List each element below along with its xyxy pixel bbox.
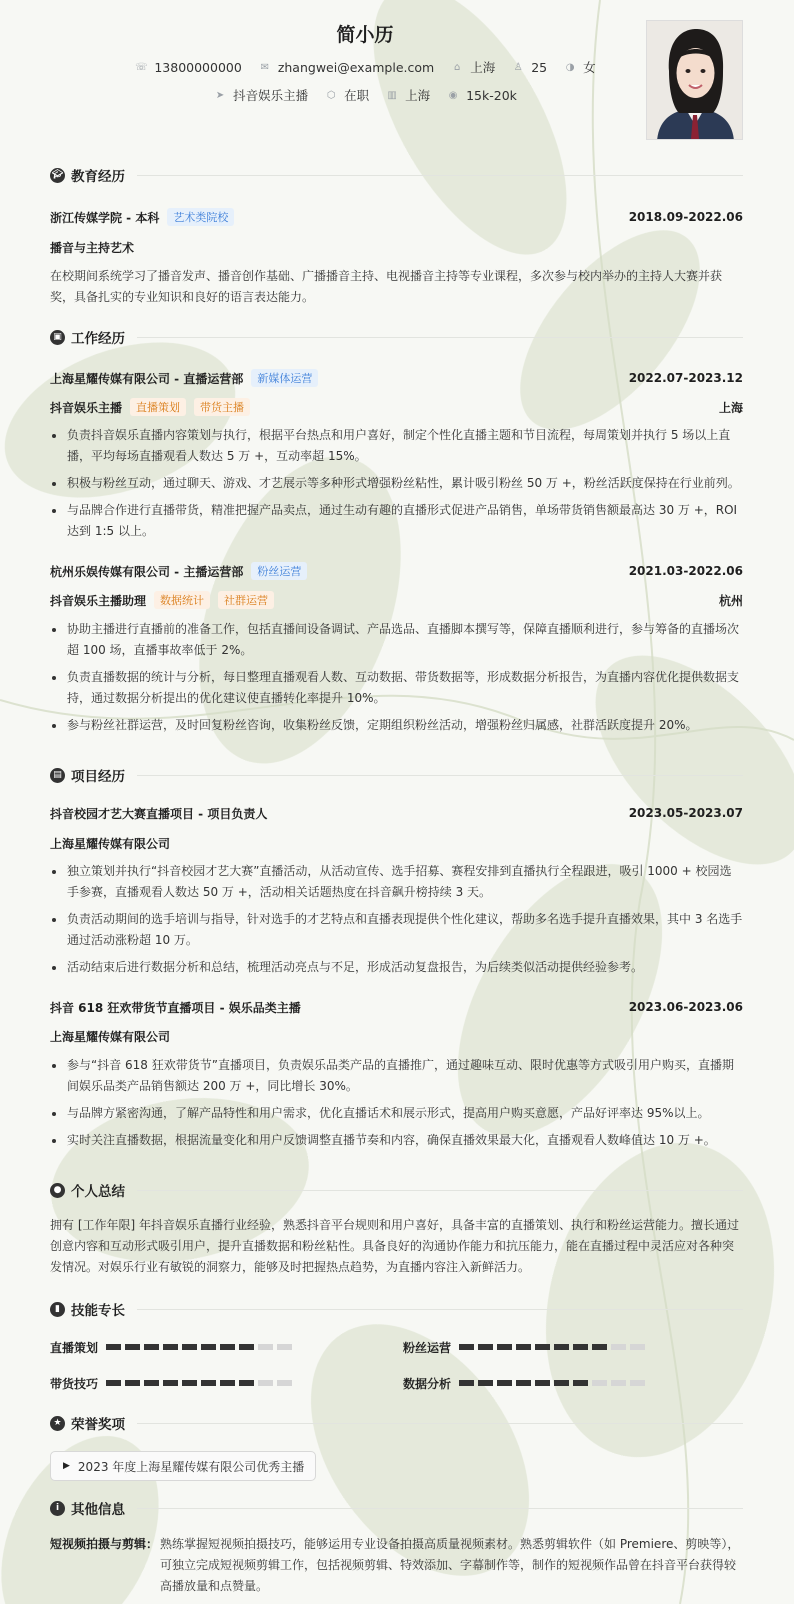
building-icon: ▥ <box>387 89 397 101</box>
bullet-item: 参与“抖音 618 狂欢带货节”直播项目，负责娱乐品类产品的直播推广，通过趣味互动、限时优惠等方式吸引用户购买，直播期间娱乐品类产品销售额达 200 万 +，同比增长 30%。 <box>50 1055 743 1097</box>
skill-item <box>403 1373 649 1393</box>
bullet-item: 实时关注直播数据，根据流量变化和用户反馈调整直播节奏和内容，确保直播效果最大化，直播观看人数峰值达 10 万 +。 <box>50 1130 743 1151</box>
gender-icon: ◑ <box>565 61 575 73</box>
school-tag: 艺术类院校 <box>167 208 234 226</box>
info-icon: i <box>50 1501 65 1516</box>
job-item <box>213 86 308 104</box>
skill-name: 粉丝运营 <box>403 1340 452 1355</box>
section-divider <box>137 1508 743 1509</box>
skill-level-segment <box>535 1344 550 1350</box>
work-1-bullets <box>50 425 743 548</box>
email-text: zhangwei@example.com <box>277 59 435 75</box>
skill-level-segment <box>573 1380 588 1386</box>
projects-heading: 项目经历 <box>71 769 125 785</box>
skill-level-segment <box>106 1344 121 1350</box>
graduation-cap-icon: 🎓︎ <box>50 168 65 183</box>
skill-level-segment <box>554 1344 569 1350</box>
work-1-role-tag: 直播策划 <box>130 398 186 416</box>
skill-level-segment <box>125 1380 140 1386</box>
skill-level-segment <box>144 1344 159 1350</box>
job-intent-row <box>0 86 730 104</box>
skill-level-segment <box>258 1380 273 1386</box>
project-1-org-row <box>50 833 743 853</box>
bullet-item: 协助主播进行直播前的准备工作，包括直播间设备调试、产品选品、直播脚本撰写等，保障直播顺利进行，参与筹备的直播场次超 100 场，直播事故率低于 2%。 <box>50 619 743 661</box>
phone-icon: ☏ <box>135 61 148 73</box>
school-name: 浙江传媒学院 - 本科 <box>50 210 160 225</box>
work-2-company: 杭州乐娱传媒有限公司 - 主播运营部 <box>50 564 244 579</box>
skill-item <box>403 1337 649 1357</box>
bullet-item: 负责活动期间的选手培训与指导，针对选手的才艺特点和直播表现提供个性化建议，帮助多名选手提升直播效果，其中 3 名选手通过活动涨粉超 10 万。 <box>50 909 743 951</box>
bullet-item: 积极与粉丝互动，通过聊天、游戏、才艺展示等多种形式增强粉丝粘性，累计吸引粉丝 50 万 +，粉丝活跃度保持在行业前列。 <box>50 473 743 494</box>
section-divider <box>137 1423 743 1424</box>
work-1-location: 上海 <box>718 400 743 415</box>
work-heading: 工作经历 <box>71 331 125 347</box>
contact-row <box>0 58 730 76</box>
skill-level-segment <box>592 1380 607 1386</box>
skill-level-segment <box>258 1344 273 1350</box>
skill-name: 数据分析 <box>403 1376 452 1391</box>
bullet-item: 负责直播数据的统计与分析，每日整理直播观看人数、互动数据、带货数据等，形成数据分析报告，为直播内容优化提供数据支持，通过数据分析提出的优化建议使直播转化率提升 10%。 <box>50 667 743 709</box>
work-1-role: 抖音娱乐主播 <box>50 400 123 415</box>
skill-level-segment <box>478 1344 493 1350</box>
skill-level-segment <box>144 1380 159 1386</box>
work-2-header-row <box>50 561 743 581</box>
skill-level-segment <box>239 1344 254 1350</box>
target-city-text: 上海 <box>405 88 431 103</box>
skill-level-segment <box>516 1380 531 1386</box>
skill-level-segment <box>497 1380 512 1386</box>
gender-item <box>563 58 596 76</box>
project-1-date: 2023.05-2023.07 <box>628 806 743 820</box>
skill-level-bar <box>459 1380 649 1386</box>
skill-level-bar <box>106 1380 296 1386</box>
honors-heading: 荣誉奖项 <box>71 1417 125 1433</box>
bullet-item: 独立策划并执行“抖音校园才艺大赛”直播活动，从活动宣传、选手招募、赛程安排到直播执行全程跟进，吸引 1000 + 校园选手参赛，直播观看人数达 50 万 +，活动相关话题热度在抖音飙升榜持续 3 天。 <box>50 861 743 903</box>
skill-level-segment <box>182 1344 197 1350</box>
skill-item <box>50 1373 296 1393</box>
skill-level-segment <box>630 1380 645 1386</box>
education-header-row <box>50 207 743 227</box>
status-item <box>324 86 369 104</box>
age-item <box>511 60 547 75</box>
chart-icon: ▮ <box>50 1302 65 1317</box>
gender-text: 女 <box>583 60 596 75</box>
target-city-item <box>385 86 430 104</box>
summary-heading: 个人总结 <box>71 1184 125 1200</box>
work-1-role-row <box>50 397 743 417</box>
gear-icon: ⬡ <box>326 89 336 101</box>
project-2-bullets <box>50 1055 743 1157</box>
project-2-title: 抖音 618 狂欢带货节直播项目 - 娱乐品类主播 <box>50 1000 301 1015</box>
phone-item <box>134 60 241 75</box>
section-divider <box>137 1309 743 1310</box>
skill-level-segment <box>220 1380 235 1386</box>
skill-level-segment <box>611 1380 626 1386</box>
skills-section-title <box>50 1298 743 1320</box>
home-icon: ⌂ <box>454 61 461 73</box>
project-2-header-row <box>50 997 743 1017</box>
work-1-role-tag: 带货主播 <box>194 398 250 416</box>
other-section-title <box>50 1497 743 1519</box>
skill-level-segment <box>592 1344 607 1350</box>
skill-level-segment <box>630 1344 645 1350</box>
work-2-bullets <box>50 619 743 742</box>
skill-level-segment <box>182 1380 197 1386</box>
education-heading: 教育经历 <box>71 169 125 185</box>
bullet-item: 与品牌方紧密沟通，了解产品特性和用户需求，优化直播话术和展示形式，提高用户购买意愿，产品好评率达 95%以上。 <box>50 1103 743 1124</box>
skill-name: 带货技巧 <box>50 1376 99 1391</box>
age-icon: ♙ <box>513 61 523 73</box>
avatar-illustration <box>647 21 743 140</box>
project-2-org: 上海星耀传媒有限公司 <box>50 1029 171 1044</box>
profile-photo <box>646 20 743 140</box>
skill-level-bar <box>106 1344 296 1350</box>
trophy-icon: ★ <box>50 1416 65 1431</box>
project-1-title: 抖音校园才艺大赛直播项目 - 项目负责人 <box>50 806 268 821</box>
briefcase-icon: ▣ <box>50 330 65 345</box>
honor-item[interactable] <box>50 1451 316 1481</box>
skill-level-segment <box>459 1344 474 1350</box>
skill-item <box>50 1337 296 1357</box>
project-2-org-row <box>50 1026 743 1046</box>
project-2-date: 2023.06-2023.06 <box>628 1000 743 1014</box>
work-1-company: 上海星耀传媒有限公司 - 直播运营部 <box>50 371 244 386</box>
honor-text: 2023 年度上海星耀传媒有限公司优秀主播 <box>77 1459 305 1474</box>
job-text: 抖音娱乐主播 <box>233 88 309 103</box>
skill-name: 直播策划 <box>50 1340 99 1355</box>
work-2-role-tag: 社群运营 <box>218 591 274 609</box>
user-icon: ● <box>50 1183 65 1198</box>
skill-level-segment <box>611 1344 626 1350</box>
skill-level-segment <box>163 1344 178 1350</box>
section-divider <box>137 337 743 338</box>
skill-level-segment <box>554 1380 569 1386</box>
work-2-location: 杭州 <box>718 593 743 608</box>
summary-section-title <box>50 1179 743 1201</box>
work-2-role-tag: 数据统计 <box>154 591 210 609</box>
project-1-header-row <box>50 803 743 823</box>
other-text: 熟练掌握短视频拍摄技巧，能够运用专业设备拍摄高质量视频素材。熟悉剪辑软件（如 Premiere、剪映等），可独立完成短视频剪辑工作，包括视频剪辑、特效添加、字幕制作等，制作的短视频作品曾在抖音平台获得较高播放量和点赞量。 <box>160 1537 740 1593</box>
education-description: 在校期间系统学习了播音发声、播音创作基础、广播播音主持、电视播音主持等专业课程，多次参与校内举办的主持人大赛并获奖，具备扎实的专业知识和良好的语言表达能力。 <box>50 269 723 304</box>
mail-icon: ✉ <box>260 61 270 73</box>
coin-icon: ◉ <box>448 89 458 101</box>
education-date: 2018.09-2022.06 <box>628 210 743 224</box>
other-heading: 其他信息 <box>71 1502 125 1518</box>
bullet-item: 与品牌合作进行直播带货，精准把握产品卖点，通过生动有趣的直播形式促进产品销售，单场带货销售额最高达 30 万 +，ROI 达到 1:5 以上。 <box>50 500 743 542</box>
skill-level-segment <box>535 1380 550 1386</box>
education-section-title <box>50 164 743 186</box>
email-item <box>258 60 434 75</box>
section-divider <box>137 175 743 176</box>
education-major-row <box>50 237 743 257</box>
project-1-bullets <box>50 861 743 984</box>
skill-level-segment <box>239 1380 254 1386</box>
status-text: 在职 <box>344 88 370 103</box>
major-name: 播音与主持艺术 <box>50 240 135 255</box>
projects-section-title <box>50 764 743 786</box>
work-1-date: 2022.07-2023.12 <box>628 371 743 385</box>
work-2-date: 2021.03-2022.06 <box>628 564 743 578</box>
work-1-header-row <box>50 368 743 388</box>
resume-name: 简小历 <box>336 24 394 46</box>
send-icon: ➤ <box>215 89 225 101</box>
section-divider <box>137 1190 743 1191</box>
other-label: 短视频拍摄与剪辑： <box>50 1537 159 1551</box>
bullet-item: 参与粉丝社群运营，及时回复粉丝咨询，收集粉丝反馈，定期组织粉丝活动，增强粉丝归属感，社群活跃度提升 20%。 <box>50 715 743 736</box>
skill-level-segment <box>220 1344 235 1350</box>
work-2-tag: 粉丝运营 <box>251 562 307 580</box>
skill-level-segment <box>277 1380 292 1386</box>
skill-level-segment <box>516 1344 531 1350</box>
bullet-item: 负责抖音娱乐直播内容策划与执行，根据平台热点和用户喜好，制定个性化直播主题和节目流程，每周策划并执行 5 场以上直播，平均每场直播观看人数达 5 万 +，互动率超 15%。 <box>50 425 743 467</box>
skill-level-segment <box>163 1380 178 1386</box>
skill-level-segment <box>573 1344 588 1350</box>
skill-level-segment <box>201 1380 216 1386</box>
skill-level-segment <box>106 1380 121 1386</box>
bullet-item: 活动结束后进行数据分析和总结，梳理活动亮点与不足，形成活动复盘报告，为后续类似活动提供经验参考。 <box>50 957 743 978</box>
skill-level-bar <box>459 1344 649 1350</box>
skill-level-segment <box>459 1380 474 1386</box>
work-2-role-row <box>50 590 743 610</box>
skill-level-segment <box>478 1380 493 1386</box>
city-text: 上海 <box>470 60 496 75</box>
skill-level-segment <box>497 1344 512 1350</box>
city-item <box>450 58 495 76</box>
age-text: 25 <box>531 59 548 75</box>
skill-level-segment <box>201 1344 216 1350</box>
play-triangle-icon: ▶ <box>63 1461 70 1471</box>
folder-icon: ▤ <box>50 768 65 783</box>
honors-section-title <box>50 1412 743 1434</box>
salary-text: 15k-20k <box>466 87 517 103</box>
phone-text: 13800000000 <box>154 59 242 75</box>
skills-heading: 技能专长 <box>71 1303 125 1319</box>
section-divider <box>137 775 743 776</box>
skill-level-segment <box>125 1344 140 1350</box>
skill-level-segment <box>277 1344 292 1350</box>
project-1-org: 上海星耀传媒有限公司 <box>50 836 171 851</box>
salary-item <box>446 88 517 103</box>
work-1-tag: 新媒体运营 <box>251 369 318 387</box>
work-2-role: 抖音娱乐主播助理 <box>50 593 147 608</box>
work-section-title <box>50 326 743 348</box>
summary-text: 拥有 [工作年限] 年抖音娱乐直播行业经验，熟悉抖音平台规则和用户喜好，具备丰富的直播策划、执行和粉丝运营能力。擅长通过创意内容和互动形式吸引用户，提升直播数据和粉丝粘性。具备良好的沟通协作能力和抗压能力，能在直播过程中灵活应对各种突发情况。对娱乐行业有敏锐的洞察力，能够及时把握热点趋势，为直播内容注入新鲜活力。 <box>50 1218 739 1274</box>
other-info-item <box>50 1534 743 1597</box>
